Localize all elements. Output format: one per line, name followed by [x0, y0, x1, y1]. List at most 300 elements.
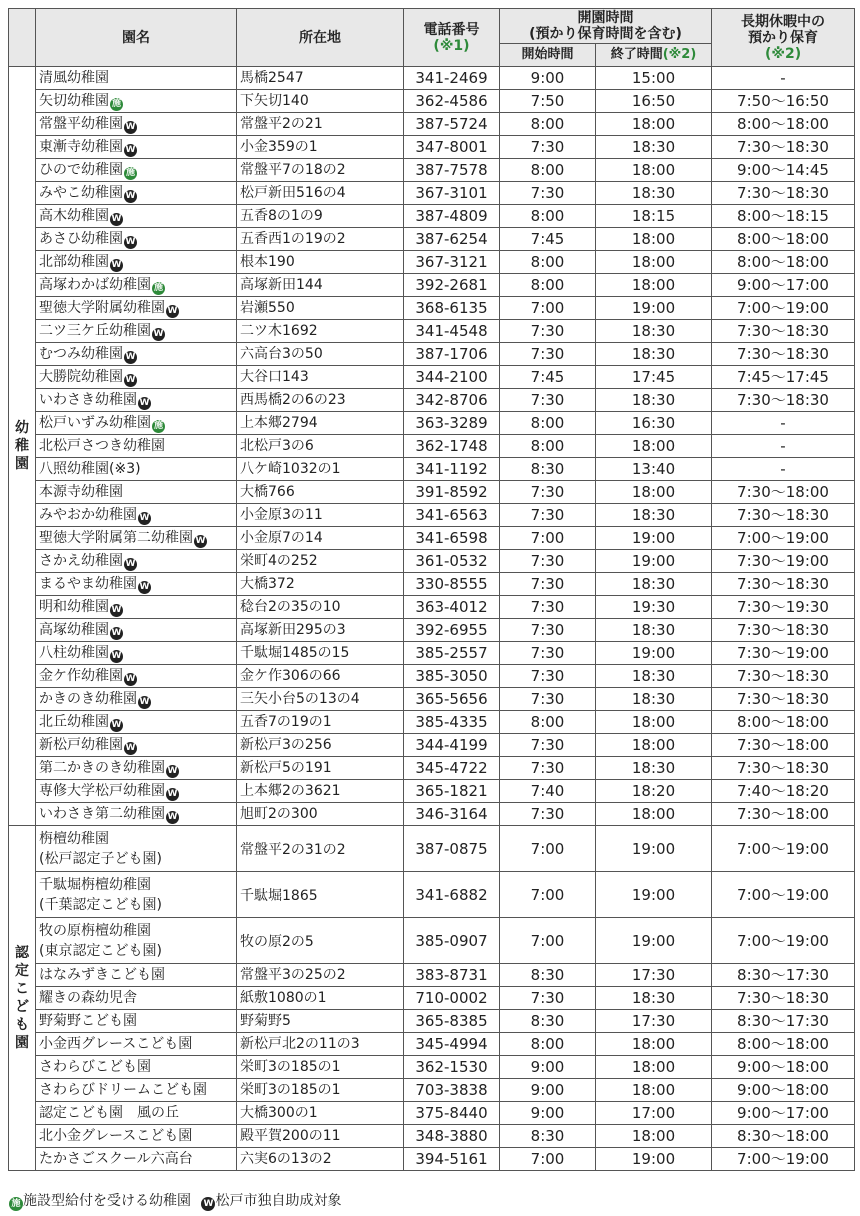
end-time-cell: 18:30	[596, 343, 712, 366]
kindergarten-name-text: いわさき幼稚園	[39, 392, 137, 408]
kindergarten-name	[36, 366, 237, 389]
table-row	[9, 389, 855, 412]
city-subsidy-icon: W	[167, 306, 178, 316]
tel-cell: 341-6882	[404, 872, 500, 918]
end-time-cell: 19:00	[596, 826, 712, 872]
nursery-table	[8, 8, 855, 1171]
end-time-cell: 18:30	[596, 619, 712, 642]
end-time-cell: 18:00	[596, 274, 712, 297]
address-cell: 八ケ崎1032の1	[237, 458, 404, 481]
kindergarten-name-text: 北松戸さつき幼稚園	[39, 438, 165, 454]
kindergarten-name	[36, 527, 237, 550]
kodomoen-name	[36, 987, 237, 1010]
kodomoen-name-text: 千駄堀栴檀幼稚園	[39, 876, 151, 893]
kindergarten-name	[36, 159, 237, 182]
address-cell: 北松戸3の6	[237, 435, 404, 458]
end-time-cell: 18:00	[596, 435, 712, 458]
tel-cell: 341-4548	[404, 320, 500, 343]
address-cell: 大橋372	[237, 573, 404, 596]
address-cell: 大谷口143	[237, 366, 404, 389]
kindergarten-name-text: 八照幼稚園(※3)	[39, 461, 141, 477]
kodomoen-name	[36, 918, 237, 964]
city-subsidy-icon: W	[153, 329, 164, 339]
table-row	[9, 619, 855, 642]
long-vacation-cell: 7:00〜19:00	[712, 527, 855, 550]
address-cell: 栄町3の185の1	[237, 1056, 404, 1079]
table-row	[9, 113, 855, 136]
tel-cell: 341-1192	[404, 458, 500, 481]
end-time-cell: 16:50	[596, 90, 712, 113]
table-row	[9, 343, 855, 366]
long-vacation-cell: 7:00〜19:00	[712, 918, 855, 964]
address-cell: 根本190	[237, 251, 404, 274]
table-row	[9, 504, 855, 527]
start-time-cell: 7:30	[500, 573, 596, 596]
tel-cell: 365-1821	[404, 780, 500, 803]
address-cell: 小金原3の11	[237, 504, 404, 527]
long-vacation-cell: 8:00〜18:00	[712, 228, 855, 251]
tel-cell: 347-8001	[404, 136, 500, 159]
kindergarten-name-text: ひので幼稚園	[39, 162, 123, 178]
long-vacation-cell: 9:00〜17:00	[712, 1102, 855, 1125]
address-cell: 常盤平7の18の2	[237, 159, 404, 182]
start-time-cell: 7:30	[500, 320, 596, 343]
end-time-cell: 18:00	[596, 1033, 712, 1056]
tel-cell: 385-0907	[404, 918, 500, 964]
kindergarten-name	[36, 67, 237, 90]
start-time-cell: 9:00	[500, 67, 596, 90]
address-cell: 栄町3の185の1	[237, 1079, 404, 1102]
long-vacation-cell: -	[712, 67, 855, 90]
kindergarten-name	[36, 113, 237, 136]
tel-cell: 362-1748	[404, 435, 500, 458]
kindergarten-name-text: 聖徳大学附属第二幼稚園	[39, 530, 193, 546]
tel-cell: 365-5656	[404, 688, 500, 711]
kindergarten-name-text: 清風幼稚園	[39, 70, 109, 86]
end-time-cell: 17:45	[596, 366, 712, 389]
end-time-cell: 18:00	[596, 251, 712, 274]
long-vacation-cell: 7:30〜19:30	[712, 596, 855, 619]
tel-cell: 367-3121	[404, 251, 500, 274]
kindergarten-name	[36, 573, 237, 596]
long-vacation-cell: -	[712, 435, 855, 458]
tel-cell: 344-2100	[404, 366, 500, 389]
address-cell: 殿平賀200の11	[237, 1125, 404, 1148]
start-time-cell: 8:00	[500, 205, 596, 228]
city-subsidy-icon: W	[201, 1197, 215, 1211]
tel-cell: 385-2557	[404, 642, 500, 665]
long-vacation-cell: 7:30〜18:30	[712, 389, 855, 412]
city-subsidy-icon: W	[125, 191, 136, 201]
start-time-cell: 9:00	[500, 1102, 596, 1125]
tel-cell: 330-8555	[404, 573, 500, 596]
address-cell: 五香7の19の1	[237, 711, 404, 734]
city-subsidy-icon: W	[125, 743, 136, 753]
tel-cell: 387-4809	[404, 205, 500, 228]
long-vacation-cell: 7:30〜18:30	[712, 573, 855, 596]
address-cell: 二ツ木1692	[237, 320, 404, 343]
table-row	[9, 987, 855, 1010]
address-cell: 松戸新田516の4	[237, 182, 404, 205]
table-row	[9, 1010, 855, 1033]
table-row	[9, 274, 855, 297]
start-time-cell: 7:30	[500, 665, 596, 688]
table-row	[9, 251, 855, 274]
end-time-cell: 18:30	[596, 136, 712, 159]
tel-cell: 361-0532	[404, 550, 500, 573]
kindergarten-name-text: 高塚幼稚園	[39, 622, 109, 638]
end-time-cell: 18:20	[596, 780, 712, 803]
end-time-cell: 18:00	[596, 734, 712, 757]
long-vacation-cell: 9:00〜14:45	[712, 159, 855, 182]
header-long-note: (※2)	[764, 45, 802, 62]
city-subsidy-icon: W	[167, 789, 178, 799]
tel-cell: 341-2469	[404, 67, 500, 90]
kodomoen-name-text: 耀きの森幼児舎	[39, 990, 137, 1006]
kodomoen-name	[36, 964, 237, 987]
kindergarten-name-text: みやおか幼稚園	[39, 507, 137, 523]
end-time-cell: 18:00	[596, 711, 712, 734]
end-time-cell: 18:30	[596, 320, 712, 343]
city-subsidy-icon: W	[111, 260, 122, 270]
kindergarten-name-text: 北部幼稚園	[39, 254, 109, 270]
address-cell: 旭町2の300	[237, 803, 404, 826]
city-subsidy-icon: W	[125, 237, 136, 247]
start-time-cell: 7:30	[500, 481, 596, 504]
start-time-cell: 7:30	[500, 803, 596, 826]
facility-benefit-icon: 施	[9, 1197, 23, 1211]
start-time-cell: 8:30	[500, 1125, 596, 1148]
kindergarten-name-text: 専修大学松戸幼稚園	[39, 783, 165, 799]
start-time-cell: 7:30	[500, 182, 596, 205]
kodomoen-name-text: 認定こども園 風の丘	[39, 1105, 179, 1121]
long-vacation-cell: 7:30〜18:30	[712, 343, 855, 366]
tel-cell: 387-6254	[404, 228, 500, 251]
table-row	[9, 182, 855, 205]
city-subsidy-icon: W	[167, 766, 178, 776]
tel-cell: 363-4012	[404, 596, 500, 619]
table-row	[9, 297, 855, 320]
kindergarten-name-text: まるやま幼稚園	[39, 576, 137, 592]
tel-cell: 392-2681	[404, 274, 500, 297]
tel-cell: 348-3880	[404, 1125, 500, 1148]
category-kindergarten-label: 幼稚園	[15, 420, 29, 472]
start-time-cell: 7:30	[500, 596, 596, 619]
city-subsidy-icon: W	[139, 582, 150, 592]
kindergarten-name	[36, 550, 237, 573]
start-time-cell: 7:30	[500, 619, 596, 642]
tel-cell: 341-6563	[404, 504, 500, 527]
end-time-cell: 19:00	[596, 297, 712, 320]
start-time-cell: 8:00	[500, 1033, 596, 1056]
long-vacation-cell: 7:30〜18:30	[712, 182, 855, 205]
start-time-cell: 7:30	[500, 136, 596, 159]
end-time-cell: 18:30	[596, 665, 712, 688]
start-time-cell: 8:00	[500, 274, 596, 297]
table-row	[9, 642, 855, 665]
end-time-cell: 18:00	[596, 481, 712, 504]
table-row	[9, 481, 855, 504]
address-cell: 金ケ作306の66	[237, 665, 404, 688]
start-time-cell: 7:00	[500, 826, 596, 872]
address-cell: 稔台2の35の10	[237, 596, 404, 619]
end-time-cell: 17:30	[596, 1010, 712, 1033]
city-subsidy-icon: W	[125, 559, 136, 569]
tel-cell: 341-6598	[404, 527, 500, 550]
kodomoen-name-text: 牧の原栴檀幼稚園	[39, 922, 151, 939]
start-time-cell: 7:00	[500, 297, 596, 320]
kindergarten-name	[36, 780, 237, 803]
tel-cell: 344-4199	[404, 734, 500, 757]
end-time-cell: 18:00	[596, 113, 712, 136]
city-subsidy-icon: W	[111, 651, 122, 661]
kindergarten-name	[36, 182, 237, 205]
start-time-cell: 8:00	[500, 711, 596, 734]
tel-cell: 710-0002	[404, 987, 500, 1010]
end-time-cell: 18:30	[596, 504, 712, 527]
header-start: 開始時間	[500, 44, 596, 67]
city-subsidy-icon: W	[139, 398, 150, 408]
start-time-cell: 7:30	[500, 550, 596, 573]
start-time-cell: 7:30	[500, 757, 596, 780]
header-tel-label: 電話番号	[423, 21, 480, 38]
kindergarten-name	[36, 619, 237, 642]
kindergarten-name	[36, 757, 237, 780]
tel-cell: 392-6955	[404, 619, 500, 642]
tel-cell: 387-5724	[404, 113, 500, 136]
kindergarten-name	[36, 435, 237, 458]
tel-cell: 345-4994	[404, 1033, 500, 1056]
long-vacation-cell: 8:00〜18:15	[712, 205, 855, 228]
table-row	[9, 780, 855, 803]
start-time-cell: 7:00	[500, 918, 596, 964]
address-cell: 牧の原2の5	[237, 918, 404, 964]
kindergarten-name-text: 新松戸幼稚園	[39, 737, 123, 753]
tel-cell: 367-3101	[404, 182, 500, 205]
end-time-cell: 18:00	[596, 1125, 712, 1148]
kindergarten-name	[36, 734, 237, 757]
start-time-cell: 9:00	[500, 1056, 596, 1079]
kindergarten-name-text: みやこ幼稚園	[39, 185, 123, 201]
kindergarten-name-text: 二ツ三ケ丘幼稚園	[39, 323, 151, 339]
address-cell: 五香8の1の9	[237, 205, 404, 228]
category-kindergarten	[9, 67, 36, 826]
facility-benefit-icon: 施	[153, 421, 163, 431]
end-time-cell: 18:15	[596, 205, 712, 228]
long-vacation-cell: 8:30〜17:30	[712, 964, 855, 987]
nursery-table-wrapper	[8, 8, 854, 1171]
kodomoen-name-text: たかさごスクール六高台	[39, 1151, 193, 1167]
start-time-cell: 7:45	[500, 228, 596, 251]
kindergarten-name	[36, 504, 237, 527]
kindergarten-name-text: 第二かきのき幼稚園	[39, 760, 165, 776]
kindergarten-name-text: 聖徳大学附属幼稚園	[39, 300, 165, 316]
kodomoen-name-text: 栴檀幼稚園	[39, 830, 109, 847]
long-vacation-cell: 7:30〜18:30	[712, 757, 855, 780]
long-vacation-cell: 8:30〜17:30	[712, 1010, 855, 1033]
end-time-cell: 19:00	[596, 642, 712, 665]
kodomoen-name-text: さわらびドリームこども園	[39, 1082, 207, 1098]
table-row	[9, 205, 855, 228]
header-hours-line1: 開園時間	[577, 10, 634, 26]
table-row	[9, 665, 855, 688]
end-time-cell: 17:30	[596, 964, 712, 987]
kindergarten-name-text: 高木幼稚園	[39, 208, 109, 224]
start-time-cell: 8:30	[500, 1010, 596, 1033]
kindergarten-name-text: 矢切幼稚園	[39, 93, 109, 109]
kindergarten-name	[36, 320, 237, 343]
end-time-cell: 19:00	[596, 1148, 712, 1171]
kindergarten-name-text: 明和幼稚園	[39, 599, 109, 615]
long-vacation-cell: 7:30〜18:30	[712, 504, 855, 527]
end-time-cell: 18:00	[596, 1079, 712, 1102]
kodomoen-name	[36, 1079, 237, 1102]
city-subsidy-icon: W	[125, 145, 136, 155]
kodomoen-name	[36, 1102, 237, 1125]
facility-benefit-icon: 施	[111, 99, 121, 109]
end-time-cell: 15:00	[596, 67, 712, 90]
tel-cell: 346-3164	[404, 803, 500, 826]
kindergarten-name	[36, 803, 237, 826]
header-row-1	[9, 9, 855, 44]
end-time-cell: 18:30	[596, 688, 712, 711]
table-row	[9, 872, 855, 918]
tel-cell: 362-1530	[404, 1056, 500, 1079]
end-time-cell: 18:00	[596, 159, 712, 182]
kindergarten-name-text: いわさき第二幼稚園	[39, 806, 165, 822]
legend	[8, 1192, 341, 1211]
kodomoen-name	[36, 872, 237, 918]
table-row	[9, 757, 855, 780]
city-subsidy-icon: W	[139, 513, 150, 523]
address-cell: 上本郷2の3621	[237, 780, 404, 803]
start-time-cell: 7:00	[500, 1148, 596, 1171]
kindergarten-name-text: 金ケ作幼稚園	[39, 668, 123, 684]
end-time-cell: 18:30	[596, 757, 712, 780]
table-row	[9, 964, 855, 987]
tel-cell: 383-8731	[404, 964, 500, 987]
table-row	[9, 711, 855, 734]
start-time-cell: 7:30	[500, 504, 596, 527]
tel-cell: 703-3838	[404, 1079, 500, 1102]
kindergarten-name-text: 東漸寺幼稚園	[39, 139, 123, 155]
kodomoen-name-text: はなみずきこども園	[39, 967, 165, 983]
city-subsidy-icon: W	[125, 674, 136, 684]
kindergarten-name-text: 常盤平幼稚園	[39, 116, 123, 132]
end-time-cell: 18:00	[596, 228, 712, 251]
address-cell: 高塚新田144	[237, 274, 404, 297]
long-vacation-cell: 7:30〜18:30	[712, 136, 855, 159]
end-time-cell: 17:00	[596, 1102, 712, 1125]
kindergarten-name-text: むつみ幼稚園	[39, 346, 123, 362]
kindergarten-name	[36, 136, 237, 159]
long-vacation-cell: 7:00〜19:00	[712, 872, 855, 918]
end-time-cell: 18:30	[596, 987, 712, 1010]
long-vacation-cell: 7:00〜19:00	[712, 297, 855, 320]
start-time-cell: 8:00	[500, 251, 596, 274]
table-row	[9, 366, 855, 389]
kindergarten-name	[36, 458, 237, 481]
end-time-cell: 18:00	[596, 803, 712, 826]
address-cell: 野菊野5	[237, 1010, 404, 1033]
kindergarten-name	[36, 297, 237, 320]
long-vacation-cell: 8:00〜18:00	[712, 113, 855, 136]
kindergarten-name	[36, 274, 237, 297]
long-vacation-cell: 7:30〜18:00	[712, 481, 855, 504]
start-time-cell: 7:00	[500, 872, 596, 918]
category-kodomoen	[9, 826, 36, 1171]
kindergarten-name	[36, 481, 237, 504]
kindergarten-name	[36, 665, 237, 688]
table-row	[9, 228, 855, 251]
kodomoen-name	[36, 1056, 237, 1079]
address-cell: 上本郷2794	[237, 412, 404, 435]
long-vacation-cell: 9:00〜18:00	[712, 1079, 855, 1102]
table-row	[9, 159, 855, 182]
kindergarten-name-text: 北丘幼稚園	[39, 714, 109, 730]
address-cell: 千駄堀1865	[237, 872, 404, 918]
kodomoen-name	[36, 1010, 237, 1033]
long-vacation-cell: 8:00〜18:00	[712, 711, 855, 734]
start-time-cell: 7:30	[500, 987, 596, 1010]
kodomoen-name	[36, 1125, 237, 1148]
address-cell: 新松戸北2の11の3	[237, 1033, 404, 1056]
long-vacation-cell: 7:45〜17:45	[712, 366, 855, 389]
start-time-cell: 8:00	[500, 159, 596, 182]
table-row	[9, 320, 855, 343]
address-cell: 常盤平3の25の2	[237, 964, 404, 987]
kodomoen-subname-text: (松戸認定子ども園)	[39, 850, 162, 867]
end-time-cell: 19:00	[596, 550, 712, 573]
table-row	[9, 803, 855, 826]
header-tel	[404, 9, 500, 67]
kindergarten-name	[36, 251, 237, 274]
tel-cell: 368-6135	[404, 297, 500, 320]
table-body	[9, 67, 855, 1171]
table-row	[9, 90, 855, 113]
kindergarten-name-text: 大勝院幼稚園	[39, 369, 123, 385]
kindergarten-name	[36, 711, 237, 734]
kindergarten-name	[36, 596, 237, 619]
kodomoen-name	[36, 1148, 237, 1171]
header-hours	[500, 9, 712, 44]
table-row	[9, 412, 855, 435]
facility-benefit-icon: 施	[125, 168, 135, 178]
start-time-cell: 8:00	[500, 412, 596, 435]
end-time-cell: 18:30	[596, 182, 712, 205]
address-cell: 六高台3の50	[237, 343, 404, 366]
tel-cell: 385-4335	[404, 711, 500, 734]
table-row	[9, 573, 855, 596]
end-time-cell: 18:30	[596, 573, 712, 596]
start-time-cell: 8:30	[500, 458, 596, 481]
tel-cell: 362-4586	[404, 90, 500, 113]
header-end-label: 終了時間	[610, 47, 663, 62]
header-category	[9, 9, 36, 67]
long-vacation-cell: 8:00〜18:00	[712, 251, 855, 274]
kindergarten-name	[36, 389, 237, 412]
address-cell: 紙敷1080の1	[237, 987, 404, 1010]
kindergarten-name	[36, 205, 237, 228]
start-time-cell: 7:30	[500, 343, 596, 366]
start-time-cell: 7:30	[500, 389, 596, 412]
kindergarten-name	[36, 412, 237, 435]
table-row	[9, 458, 855, 481]
kindergarten-name	[36, 688, 237, 711]
long-vacation-cell: 9:00〜18:00	[712, 1056, 855, 1079]
kindergarten-name-text: 八柱幼稚園	[39, 645, 109, 661]
tel-cell: 345-4722	[404, 757, 500, 780]
